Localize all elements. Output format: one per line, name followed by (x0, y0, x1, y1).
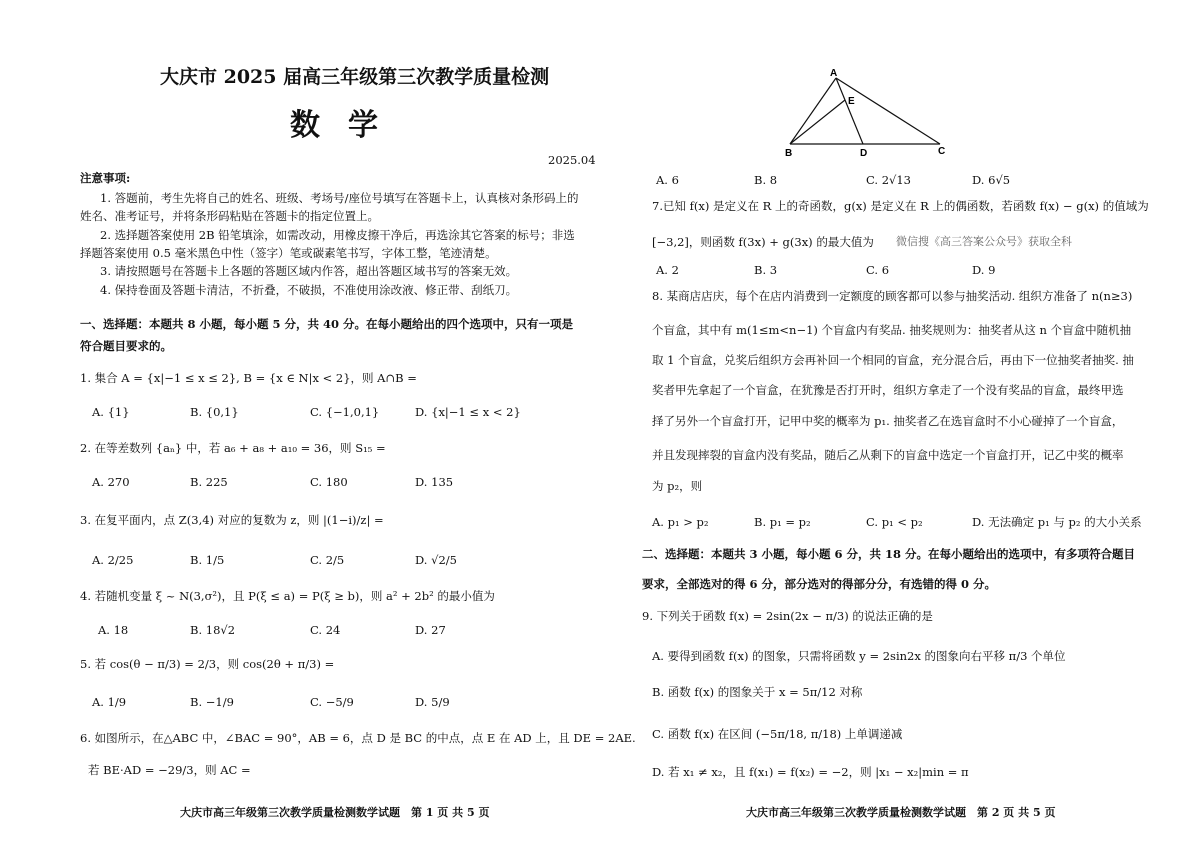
question-8-line-7: 为 p₂，则 (652, 479, 703, 493)
question-7-option-a: A. 2 (656, 263, 679, 277)
question-8-option-a: A. p₁ > p₂ (652, 515, 709, 529)
question-7-option-d: D. 9 (972, 263, 996, 277)
question-7-stem: 7.已知 f(x) 是定义在 R 上的奇函数，g(x) 是定义在 R 上的偶函数，若函数 f(x) − g(x) 的值域为 (652, 199, 1149, 213)
question-8-option-d: D. 无法确定 p₁ 与 p₂ 的大小关系 (972, 515, 1142, 529)
question-6-stem: 6. 如图所示，在△ABC 中，∠BAC = 90°，AB = 6，点 D 是 BC 的中点，点 E 在 AD 上，且 DE = 2AE. (80, 731, 636, 745)
question-6-stem-cont: 若 BE·AD = −29/3，则 AC = (88, 763, 251, 777)
question-7-option-b: B. 3 (754, 263, 778, 277)
question-6-option-a: A. 6 (656, 173, 679, 187)
vertex-label-a: A (830, 68, 838, 79)
point-label-d: D (860, 148, 868, 159)
question-4-option-a: A. 18 (98, 623, 129, 637)
notice-item-3: 3. 请按照题号在答题卡上各题的答题区域内作答，超出答题区域书写的答案无效。 (100, 264, 518, 278)
question-9-option-c: C. 函数 f(x) 在区间 (−5π/18, π/18) 上单调递减 (652, 727, 903, 741)
question-1-option-c: C. {−1,0,1} (310, 405, 380, 419)
question-4-stem: 4. 若随机变量 ξ ~ N(3,σ²)，且 P(ξ ≤ a) = P(ξ ≥ b)，则 a² + 2b² 的最小值为 (80, 589, 495, 603)
notice-item-4: 4. 保持卷面及答题卡清洁，不折叠，不破损，不准使用涂改液、修正带、刮纸刀。 (100, 283, 518, 297)
question-1-stem: 1. 集合 A = {x|−1 ≤ x ≤ 2}, B = {x ∈ N|x < 2}，则 A∩B = (80, 371, 417, 385)
question-9-option-b: B. 函数 f(x) 的图象关于 x = 5π/12 对称 (652, 685, 863, 699)
question-5-stem: 5. 若 cos(θ − π/3) = 2/3，则 cos(2θ + π/3) = (80, 657, 335, 671)
question-7-stem-cont: [−3,2]，则函数 f(3x) + g(3x) 的最大值为 (652, 235, 874, 249)
point-label-e: E (848, 96, 855, 107)
question-2-stem: 2. 在等差数列 {aₙ} 中，若 a₆ + a₈ + a₁₀ = 36，则 S₁₅ = (80, 441, 386, 455)
question-2-option-d: D. 135 (415, 475, 454, 489)
section-2-heading: 二、选择题：本题共 3 小题，每小题 6 分，共 18 分。在每小题给出的选项中，有多项符合题目 (642, 547, 1136, 561)
section-2-heading-cont: 要求，全部选对的得 6 分，部分选对的得部分分，有选错的得 0 分。 (642, 577, 997, 591)
question-8-line-5: 择了另外一个盲盒打开，记甲中奖的概率为 p₁. 抽奖者乙在选盲盒时不小心碰掉了一个盲盒， (652, 414, 1124, 428)
question-4-option-b: B. 18√2 (190, 623, 236, 637)
section-1-heading-cont: 符合题目要求的。 (80, 339, 172, 353)
question-8-option-b: B. p₁ = p₂ (754, 515, 811, 529)
notice-item-1: 1. 答题前，考生先将自己的姓名、班级、考场号/座位号填写在答题卡上，认真核对条形码上的姓名、准考证号，并将条形码粘贴在答题卡的指定位置上。 (80, 191, 579, 223)
question-5-option-d: D. 5/9 (415, 695, 450, 709)
question-1-option-d: D. {x|−1 ≤ x < 2} (415, 405, 521, 419)
vertex-label-b: B (785, 148, 793, 159)
question-6-option-c: C. 2√13 (866, 173, 911, 187)
section-1-heading: 一、选择题：本题共 8 小题，每小题 5 分，共 40 分。在每小题给出的四个选项中，只有一项是 (80, 317, 574, 331)
question-5-option-b: B. −1/9 (190, 695, 234, 709)
question-2-option-b: B. 225 (190, 475, 228, 489)
notice-item-2: 2. 选择题答案使用 2B 铅笔填涂，如需改动，用橡皮擦干净后，再选涂其它答案的标号；非选择题答案使用 0.5 毫米黑色中性（签字）笔或碳素笔书写，字体工整，笔迹清楚。 (80, 228, 575, 260)
subject-title: 数学 (290, 108, 406, 143)
question-9-stem: 9. 下列关于函数 f(x) = 2sin(2x − π/3) 的说法正确的是 (642, 609, 933, 623)
question-8-line-4: 奖者甲先拿起了一个盲盒，在犹豫是否打开时，组织方拿走了一个没有奖品的盲盒，最终甲选 (652, 383, 1124, 397)
question-3-option-c: C. 2/5 (310, 553, 345, 567)
vertex-label-c: C (938, 146, 946, 157)
question-6-option-b: B. 8 (754, 173, 778, 187)
notice-heading: 注意事项: (80, 171, 131, 185)
triangle-figure (780, 66, 960, 164)
question-3-option-b: B. 1/5 (190, 553, 225, 567)
question-3-stem: 3. 在复平面内，点 Z(3,4) 对应的复数为 z，则 |(1−i)/z| = (80, 513, 384, 527)
question-8-line-1: 8. 某商店店庆，每个在店内消费到一定额度的顾客都可以参与抽奖活动. 组织方准备了 n(n≥3) (652, 289, 1133, 303)
question-2-option-c: C. 180 (310, 475, 348, 489)
question-8-line-6: 并且发现摔裂的盲盒内没有奖品，随后乙从剩下的盲盒中选定一个盲盒打开，记乙中奖的概率 (652, 448, 1124, 462)
question-1-option-b: B. {0,1} (190, 405, 239, 419)
question-3-option-d: D. √2/5 (415, 553, 457, 567)
question-8-line-2: 个盲盒，其中有 m(1≤m<n−1) 个盲盒内有奖品. 抽奖规则为：抽奖者从这 n 个盲盒中随机抽 (652, 323, 1132, 337)
question-5-option-a: A. 1/9 (92, 695, 127, 709)
question-9-option-d: D. 若 x₁ ≠ x₂，且 f(x₁) = f(x₂) = −2，则 |x₁ − x₂|min = π (652, 765, 969, 779)
question-7-option-c: C. 6 (866, 263, 890, 277)
watermark-text: 微信搜《高三答案公众号》获取全科 (896, 235, 1072, 248)
question-4-option-c: C. 24 (310, 623, 341, 637)
question-4-option-d: D. 27 (415, 623, 446, 637)
page-1-footer: 大庆市高三年级第三次教学质量检测数学试题 第 1 页 共 5 页 (180, 806, 490, 819)
exam-title: 大庆市 2025 届高三年级第三次教学质量检测 (160, 66, 550, 88)
question-1-option-a: A. {1} (92, 405, 130, 419)
question-5-option-c: C. −5/9 (310, 695, 354, 709)
question-2-option-a: A. 270 (92, 475, 130, 489)
question-8-option-c: C. p₁ < p₂ (866, 515, 923, 529)
question-9-option-a: A. 要得到函数 f(x) 的图象，只需将函数 y = 2sin2x 的图象向右平移 π/3 个单位 (652, 649, 1066, 663)
question-8-line-3: 取 1 个盲盒，兑奖后组织方会再补回一个相同的盲盒，充分混合后，再由下一位抽奖者抽奖. 抽 (652, 353, 1134, 367)
page-2-footer: 大庆市高三年级第三次教学质量检测数学试题 第 2 页 共 5 页 (746, 806, 1056, 819)
exam-date: 2025.04 (548, 153, 596, 167)
exam-page-2 (600, 0, 1200, 849)
question-6-option-d: D. 6√5 (972, 173, 1011, 187)
question-3-option-a: A. 2/25 (92, 553, 134, 567)
